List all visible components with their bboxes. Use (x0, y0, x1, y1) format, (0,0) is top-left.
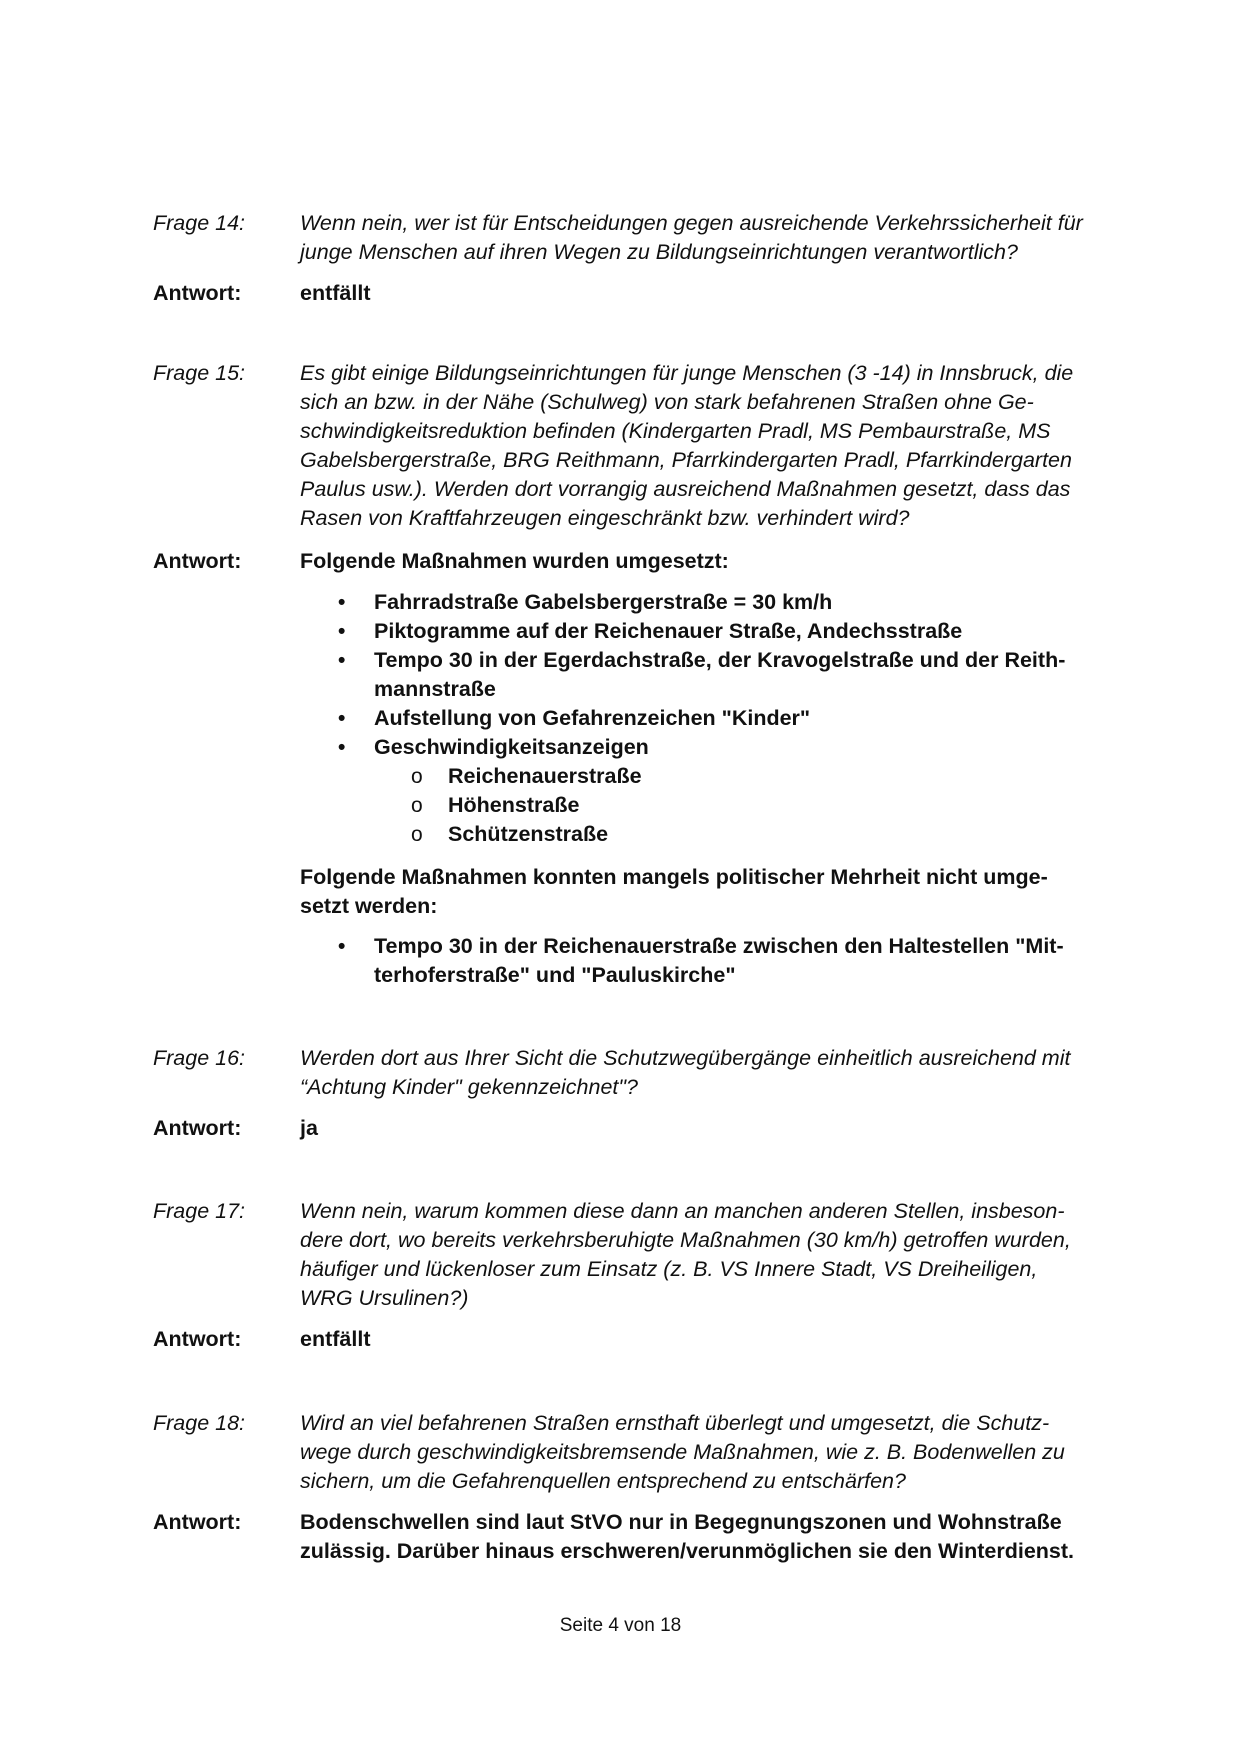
measures-list (0, 588, 1241, 849)
text-line: schwindigkeitsreduktion befinden (Kindergarten Pradl, MS Pembaurstraße, MS (300, 419, 1051, 443)
circle-bullet-icon: o (411, 765, 423, 788)
list-item-text: Geschwindigkeitsanzeigen (374, 735, 649, 759)
text-line: Wenn nein, warum kommen diese dann an manchen anderen Stellen, insbeson- (300, 1199, 1065, 1223)
list-item-text: Piktogramme auf der Reichenauer Straße, Andechsstraße (374, 619, 963, 643)
question-label: Frage 16: (153, 1046, 246, 1070)
question-text (300, 209, 1241, 267)
text-line: Werden dort aus Ihrer Sicht die Schutzwegübergänge einheitlich ausreichend mit (300, 1046, 1071, 1070)
list-item-text: Höhenstraße (448, 793, 580, 817)
list-item-text: Schützenstraße (448, 822, 609, 846)
answer-label: Antwort: (153, 1116, 242, 1140)
question-text (300, 359, 1241, 533)
list-item-text: terhoferstraße" und "Pauluskirche" (374, 963, 736, 987)
text-line: Rasen von Kraftfahrzeugen eingeschränkt bzw. verhindert wird? (300, 506, 910, 530)
list-item (0, 733, 1241, 762)
text-line: Bodenschwellen sind laut StVO nur in Begegnungszonen und Wohnstraße (300, 1510, 1062, 1534)
text-line: entfällt (300, 1327, 371, 1351)
text-line: dere dort, wo bereits verkehrsberuhigte Maßnahmen (30 km/h) getroffen wurden, (300, 1228, 1071, 1252)
answer-text (300, 1325, 1241, 1354)
page-number: Seite 4 von 18 (559, 1615, 682, 1636)
question-label: Frage 18: (153, 1411, 246, 1435)
list-item-text: Fahrradstraße Gabelsbergerstraße = 30 km/h (374, 590, 833, 614)
list-item-continuation (0, 675, 1241, 704)
bullet-icon: • (338, 620, 346, 643)
text-line: sichern, um die Gefahrenquellen entsprechend zu entschärfen? (300, 1469, 906, 1493)
list-item-text: Aufstellung von Gefahrenzeichen "Kinder" (374, 706, 811, 730)
text-line: entfällt (300, 281, 371, 305)
text-line: häufiger und lückenloser zum Einsatz (z. B. VS Innere Stadt, VS Dreiheiligen, (300, 1257, 1038, 1281)
answer-text (300, 1508, 1241, 1566)
answer-text (300, 863, 1241, 921)
not-implemented-list (0, 932, 1241, 990)
answer-text (300, 1114, 1241, 1143)
bullet-icon: • (338, 935, 346, 958)
list-item-continuation (0, 961, 1241, 990)
text-line: junge Menschen auf ihren Wegen zu Bildungseinrichtungen verantwortlich? (300, 240, 1018, 264)
answer-label: Antwort: (153, 549, 242, 573)
text-line: zulässig. Darüber hinaus erschweren/verunmöglichen sie den Winterdienst. (300, 1539, 1075, 1563)
list-item (0, 617, 1241, 646)
question-label: Frage 14: (153, 211, 246, 235)
text-line: Folgende Maßnahmen wurden umgesetzt: (300, 549, 729, 573)
sub-list-item (0, 791, 1241, 820)
text-line: Wenn nein, wer ist für Entscheidungen gegen ausreichende Verkehrssicherheit für (300, 211, 1083, 235)
answer-label: Antwort: (153, 281, 242, 305)
question-text (300, 1197, 1241, 1313)
text-line: WRG Ursulinen?) (300, 1286, 469, 1310)
text-line: Wird an viel befahrenen Straßen ernsthaft überlegt und umgesetzt, die Schutz- (300, 1411, 1050, 1435)
list-item (0, 932, 1241, 961)
list-item-text: mannstraße (374, 677, 496, 701)
question-text (300, 1409, 1241, 1496)
circle-bullet-icon: o (411, 823, 423, 846)
sub-list-item (0, 762, 1241, 791)
answer-intro (300, 547, 1241, 576)
answer-label: Antwort: (153, 1510, 242, 1534)
text-line: Gabelsbergerstraße, BRG Reithmann, Pfarrkindergarten Pradl, Pfarrkindergarten (300, 448, 1072, 472)
bullet-icon: • (338, 649, 346, 672)
text-line: sich an bzw. in der Nähe (Schulweg) von stark befahrenen Straßen ohne Ge- (300, 390, 1034, 414)
text-line: Paulus usw.). Werden dort vorrangig ausreichend Maßnahmen gesetzt, dass das (300, 477, 1071, 501)
sub-list-item (0, 820, 1241, 849)
list-item-text: Reichenauerstraße (448, 764, 642, 788)
answer-text (300, 279, 1241, 308)
question-label: Frage 15: (153, 361, 246, 385)
text-line: Folgende Maßnahmen konnten mangels politischer Mehrheit nicht umge- (300, 865, 1048, 889)
bullet-icon: • (338, 707, 346, 730)
question-text (300, 1044, 1241, 1102)
list-item-text: Tempo 30 in der Egerdachstraße, der Kravogelstraße und der Reith- (374, 648, 1066, 672)
text-line: setzt werden: (300, 894, 438, 918)
text-line: wege durch geschwindigkeitsbremsende Maßnahmen, wie z. B. Bodenwellen zu (300, 1440, 1065, 1464)
list-item-text: Tempo 30 in der Reichenauerstraße zwischen den Haltestellen "Mit- (374, 934, 1064, 958)
question-label: Frage 17: (153, 1199, 246, 1223)
list-item (0, 588, 1241, 617)
bullet-icon: • (338, 591, 346, 614)
answer-label: Antwort: (153, 1327, 242, 1351)
bullet-icon: • (338, 736, 346, 759)
list-item (0, 704, 1241, 733)
list-item (0, 646, 1241, 675)
text-line: Es gibt einige Bildungseinrichtungen für junge Menschen (3 -14) in Innsbruck, die (300, 361, 1074, 385)
text-line: ja (300, 1116, 318, 1140)
circle-bullet-icon: o (411, 794, 423, 817)
text-line: “Achtung Kinder" gekennzeichnet"? (300, 1075, 638, 1099)
